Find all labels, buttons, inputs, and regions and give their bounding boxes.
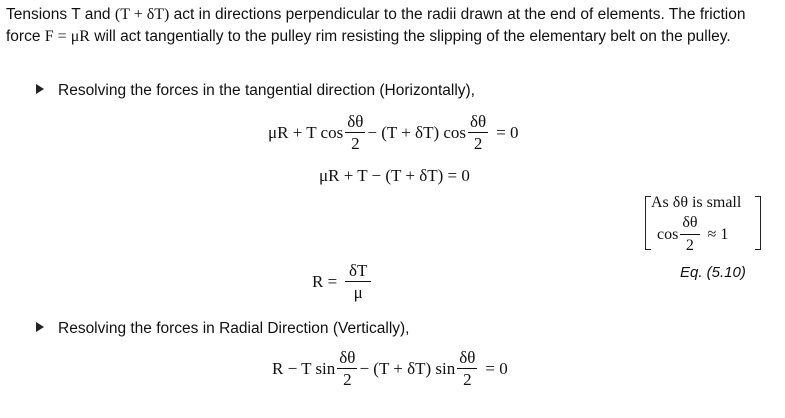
note-approx: ≈ 1 [707,225,729,243]
eq1-fraction-2 [468,113,488,152]
eq1-lhs: μR + T cos [268,123,344,142]
eq1-frac1-den: 2 [351,134,360,153]
eq1-frac2-num: δθ [470,112,487,131]
eq2-text: μR + T − (T + δT) = 0 [319,166,470,185]
intro-text-2: act in directions perpendicular to the radii drawn at the end of elements. The friction force [6,6,746,45]
eq4-lhs: R − T sin [272,359,336,378]
eq1-frac2-den: 2 [473,134,483,153]
intro-math-friction: F = μR [44,28,90,45]
note-cos: cos [657,225,679,243]
eq3-lhs: R = [312,272,338,291]
assumption-note [645,194,761,254]
intro-math-tension: (T + δT) [114,6,170,23]
equation-radial [272,349,508,388]
note-approximation [657,214,728,255]
eq4-frac1-num: δθ [339,348,356,367]
eq4-frac2-num: δθ [459,348,476,367]
equation-number-label: Eq. (5.10) [680,264,746,281]
eq4-rhs: = 0 [485,359,508,378]
eq4-fraction-1 [337,349,357,388]
note-line-1: As δθ is small [651,194,742,211]
note-frac-den: 2 [685,237,694,254]
bullet-radial [36,319,409,339]
bullet-radial-text: Resolving the forces in Radial Direction (Vertically), [58,320,410,337]
bullet-arrow-icon [36,322,44,332]
eq1-rhs: = 0 [496,123,519,142]
eq3-frac-num: δT [348,261,368,280]
eq3-frac-den: μ [353,283,363,302]
eq1-fraction-1 [345,113,365,152]
intro-text-3: will act tangentially to the pulley rim resisting the slipping of the elementary belt on the pulley. [89,28,731,45]
eq1-mid: − (T + δT) cos [367,123,467,142]
eq4-frac2-den: 2 [463,370,472,389]
equation-simplified [319,167,470,184]
note-frac-num: δθ [682,214,698,231]
bullet-tangential [36,81,475,101]
eq4-frac1-den: 2 [343,370,352,389]
eq1-frac1-num: δθ [347,112,364,131]
equation-tangential [268,113,519,152]
right-bracket [755,196,761,250]
intro-text-1: Tensions T and [6,6,115,23]
eq4-fraction-2 [457,349,477,388]
equation-reaction [312,262,373,301]
note-fraction [680,214,699,255]
eq4-mid: − (T + δT) sin [359,359,456,378]
eq3-fraction [345,262,371,301]
bullet-arrow-icon [36,84,44,94]
bullet-tangential-text: Resolving the forces in the tangential direction (Horizontally), [58,82,475,99]
intro-paragraph [6,4,776,48]
